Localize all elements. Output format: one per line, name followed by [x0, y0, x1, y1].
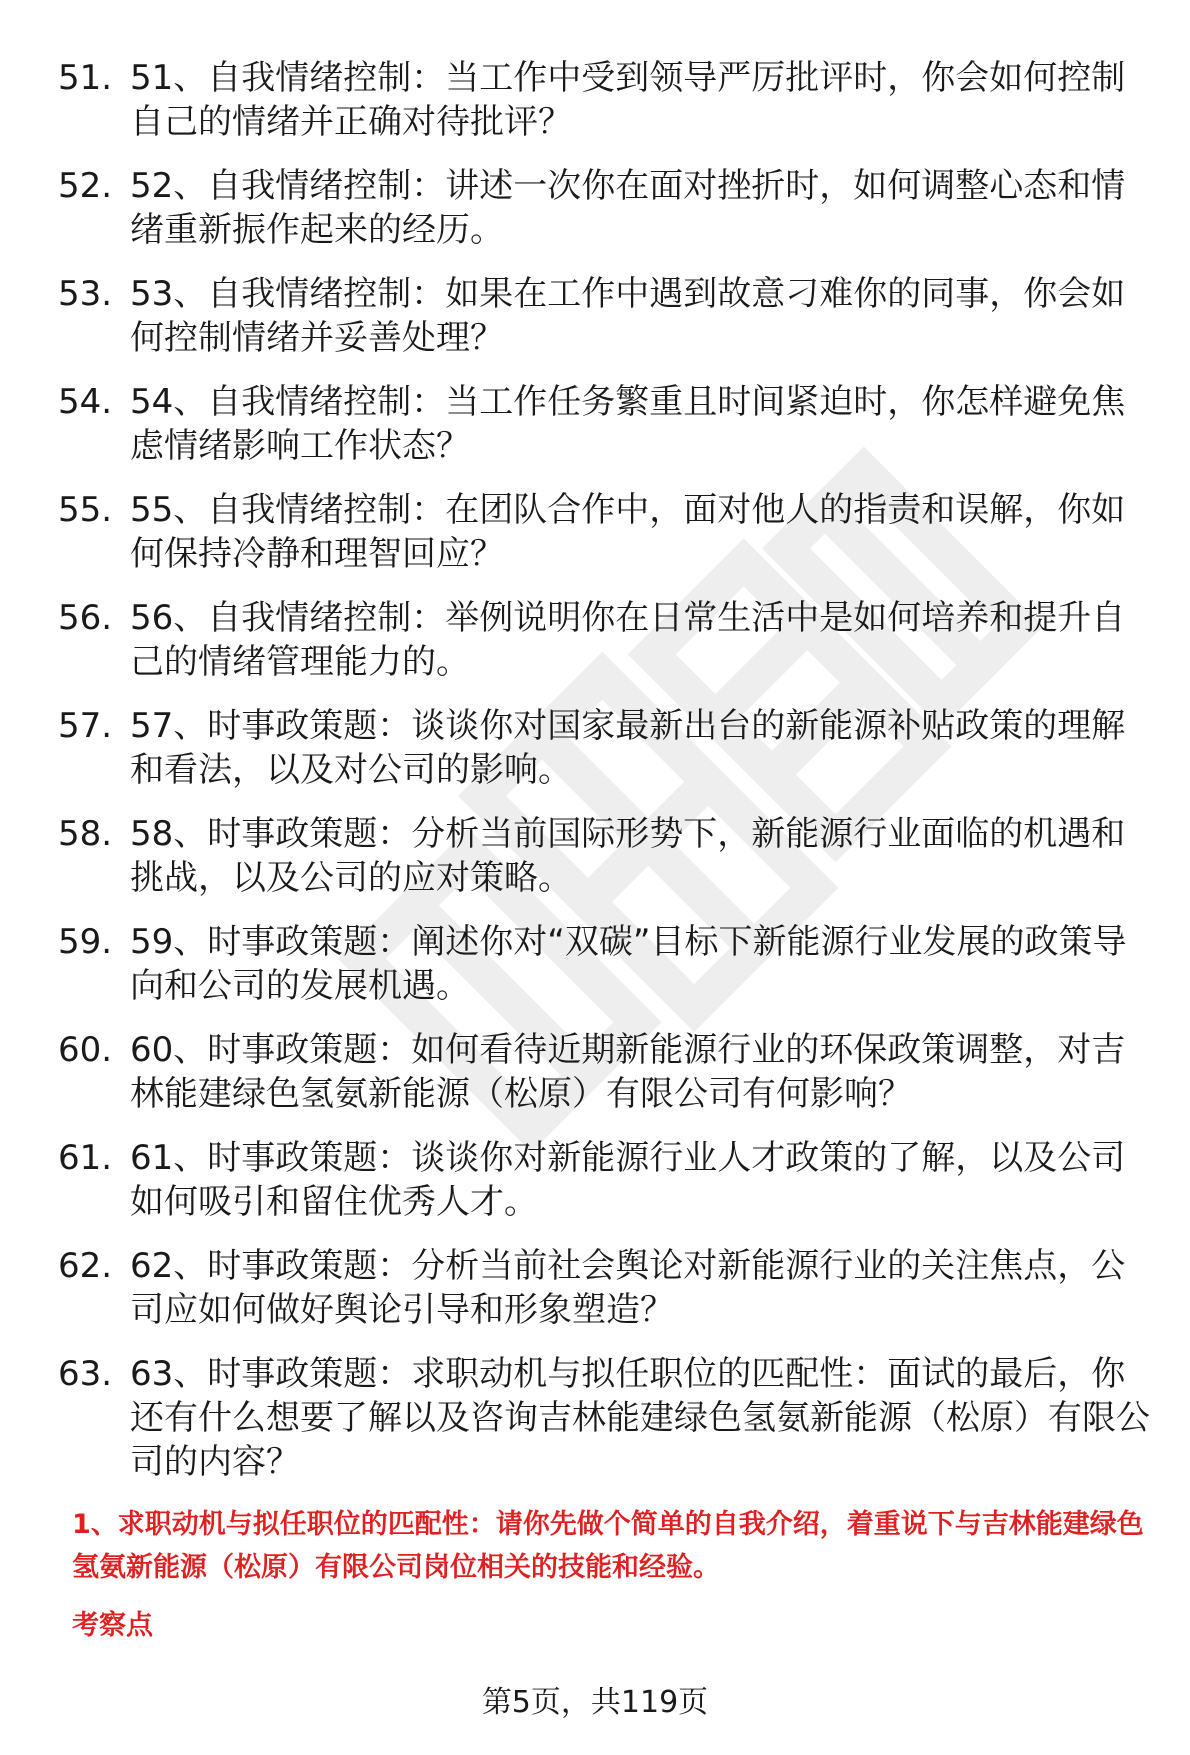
question-item	[0, 1352, 1190, 1484]
question-number: 60.	[58, 1030, 113, 1070]
page-indicator: 第5页，共119页	[481, 1685, 709, 1720]
question-text: 63、时事政策题：求职动机与拟任职位的匹配性：面试的最后，你还有什么想要了解以及咨询吉林能建绿色氢氨新能源（松原）有限公司的内容？	[130, 1354, 1150, 1482]
question-number: 56.	[58, 598, 113, 638]
question-item	[0, 920, 1190, 1008]
question-text: 55、自我情绪控制：在团队合作中，面对他人的指责和误解，你如何保持冷静和理智回应？	[130, 490, 1126, 574]
question-number: 54.	[58, 382, 113, 422]
question-number: 63.	[58, 1354, 113, 1394]
question-item	[0, 1028, 1190, 1116]
question-text: 58、时事政策题：分析当前国际形势下，新能源行业面临的机遇和挑战，以及公司的应对策略。	[130, 814, 1126, 898]
question-list	[0, 56, 1190, 1504]
question-item	[0, 272, 1190, 360]
question-number: 59.	[58, 922, 113, 962]
question-item	[0, 1136, 1190, 1224]
question-number: 58.	[58, 814, 113, 854]
assessment-points-label: 考察点	[72, 1610, 153, 1641]
question-number: 61.	[58, 1138, 113, 1178]
question-text: 59、时事政策题：阐述你对“双碳”目标下新能源行业发展的政策导向和公司的发展机遇。	[130, 922, 1127, 1006]
question-number: 51.	[58, 58, 113, 98]
question-text: 60、时事政策题：如何看待近期新能源行业的环保政策调整，对吉林能建绿色氢氨新能源（松原）有限公司有何影响？	[130, 1030, 1126, 1114]
question-text: 51、自我情绪控制：当工作中受到领导严厉批评时，你会如何控制自己的情绪并正确对待批评？	[130, 58, 1126, 142]
question-item	[0, 704, 1190, 792]
question-item	[0, 1244, 1190, 1332]
question-number: 62.	[58, 1246, 113, 1286]
question-item	[0, 380, 1190, 468]
question-number: 52.	[58, 166, 113, 206]
question-item	[0, 56, 1190, 144]
question-text: 62、时事政策题：分析当前社会舆论对新能源行业的关注焦点，公司应如何做好舆论引导和形象塑造？	[130, 1246, 1126, 1330]
answer-section-title: 1、求职动机与拟任职位的匹配性：请你先做个简单的自我介绍，着重说下与吉林能建绿色氢氨新能源（松原）有限公司岗位相关的技能和经验。	[72, 1509, 1144, 1583]
question-text: 61、时事政策题：谈谈你对新能源行业人才政策的了解，以及公司如何吸引和留住优秀人才。	[130, 1138, 1126, 1222]
question-item	[0, 164, 1190, 252]
question-text: 54、自我情绪控制：当工作任务繁重且时间紧迫时，你怎样避免焦虑情绪影响工作状态？	[130, 382, 1126, 466]
question-text: 52、自我情绪控制：讲述一次你在面对挫折时，如何调整心态和情绪重新振作起来的经历。	[130, 166, 1126, 250]
question-number: 55.	[58, 490, 113, 530]
question-text: 56、自我情绪控制：举例说明你在日常生活中是如何培养和提升自己的情绪管理能力的。	[130, 598, 1126, 682]
question-number: 53.	[58, 274, 113, 314]
question-item	[0, 596, 1190, 684]
question-text: 57、时事政策题：谈谈你对国家最新出台的新能源补贴政策的理解和看法，以及对公司的影响。	[130, 706, 1126, 790]
question-number: 57.	[58, 706, 113, 746]
question-item	[0, 488, 1190, 576]
question-text: 53、自我情绪控制：如果在工作中遇到故意刁难你的同事，你会如何控制情绪并妥善处理？	[130, 274, 1126, 358]
question-item	[0, 812, 1190, 900]
